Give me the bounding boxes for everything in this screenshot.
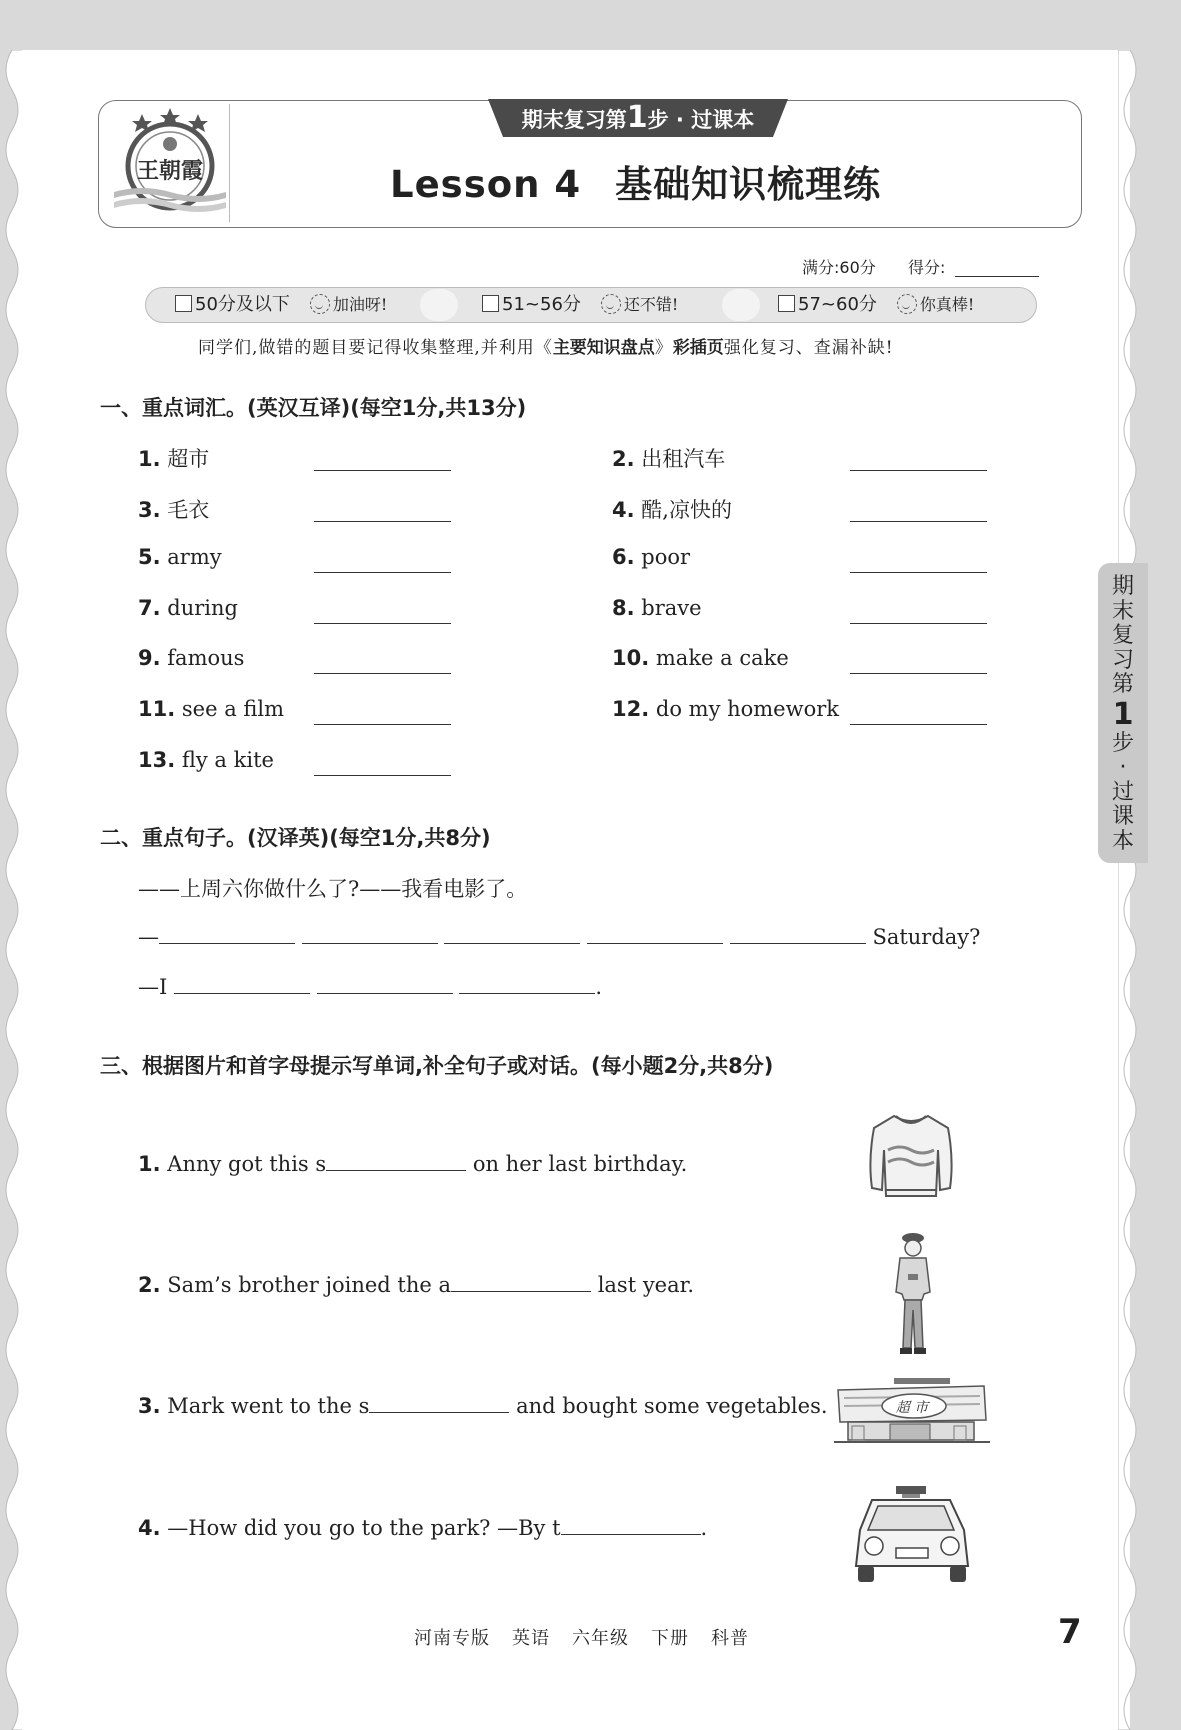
grade-comment: 还不错! [623,295,679,314]
picture-item-4 [138,1516,707,1540]
footer-subject: 英语 [512,1628,550,1649]
title-lesson: Lesson 4 [390,163,582,206]
item-number: 13. [138,748,176,772]
item-text: poor [641,545,691,569]
answer-blank[interactable] [159,925,295,944]
answer-blank[interactable] [317,975,453,994]
answer-blank[interactable] [587,925,723,944]
section-2-prompt: ——上周六你做什么了?——我看电影了。 [138,877,528,901]
vocab-item-3 [138,494,209,524]
answer-blank[interactable] [850,623,987,624]
section-2-line-1 [138,925,980,949]
item-pre: Sam’s brother joined the a [167,1273,451,1297]
item-post: and bought some vegetables. [516,1394,828,1418]
item-number: 4. [612,498,635,522]
header-tab-post: 步 · 过课本 [647,108,755,132]
answer-blank[interactable] [314,775,451,776]
item-text: make a cake [655,646,789,670]
checkbox-icon[interactable] [482,295,499,312]
item-number: 7. [138,596,161,620]
answer-blank[interactable] [850,572,987,573]
dash: — [138,925,159,949]
side-tab-text [1101,575,1145,854]
page-number: 7 [1058,1612,1082,1652]
answer-blank[interactable] [850,521,987,522]
checkbox-icon[interactable] [175,295,192,312]
grade-option-2 [482,287,678,323]
notice-mid: 》 [654,338,673,358]
vocab-item-12 [612,697,839,721]
item-number: 8. [612,596,635,620]
item-text: fly a kite [181,748,274,772]
full-score-label: 满分:60分 [802,258,876,277]
vocab-item-2 [612,443,725,473]
vocab-item-10 [612,646,789,670]
answer-blank[interactable] [326,1152,466,1171]
grade-separator [722,289,760,321]
notice-text [198,333,894,358]
item-text: during [167,596,238,620]
footer-publisher: 科普 [711,1628,749,1649]
vocab-item-5 [138,545,222,569]
item-number: 1. [138,447,161,471]
dash-i: —I [138,975,168,999]
score-input-line[interactable] [955,276,1039,277]
item-number: 2. [138,1273,161,1297]
footer [414,1624,771,1650]
item-number: 10. [612,646,650,670]
title-topic: 基础知识梳理练 [615,163,882,206]
notice-post: 强化复习、查漏补缺! [723,338,894,358]
answer-blank[interactable] [730,925,866,944]
item-number: 12. [612,697,650,721]
grade-separator [420,289,458,321]
header-tab [488,99,788,137]
answer-blank[interactable] [850,673,987,674]
answer-blank[interactable] [314,673,451,674]
item-text: brave [641,596,702,620]
soldier-icon [888,1230,938,1360]
side-tab-post: 步·过课本 [1111,730,1134,854]
picture-item-2 [138,1273,694,1297]
logo-divider [229,104,230,222]
item-number: 4. [138,1516,161,1540]
item-pre: Anny got this s [167,1152,327,1176]
answer-blank[interactable] [174,975,310,994]
answer-blank[interactable] [444,925,580,944]
notice-bold-2: 彩插页 [672,338,724,358]
item-text: 出租汽车 [641,447,726,471]
footer-volume: 下册 [651,1628,689,1649]
got-score-label: 得分: [908,258,946,277]
vocab-item-13 [138,748,274,772]
sweater-icon [866,1110,956,1202]
period: . [595,975,603,999]
item-text: do my homework [655,697,839,721]
item-text: army [167,545,222,569]
item-pre: —How did you go to the park? —By t [167,1516,561,1540]
item-number: 9. [138,646,161,670]
vocab-item-1 [138,443,209,473]
item-text: see a film [181,697,285,721]
item-text: famous [167,646,245,670]
grade-range: 50分及以下 [195,294,290,315]
item-number: 3. [138,498,161,522]
logo [112,104,228,222]
picture-item-1 [138,1152,687,1176]
answer-blank[interactable] [302,925,438,944]
answer-blank[interactable] [314,521,451,522]
item-post: . [700,1516,708,1540]
notice-pre: 同学们,做错的题目要记得收集整理,并利用《 [198,338,553,358]
header-tab-num: 1 [626,100,648,135]
supermarket-sign: 超 市 [895,1400,929,1416]
smiley-face-icon [601,294,621,314]
header-tab-pre: 期末复习第 [521,108,627,132]
section-3-heading: 三、根据图片和首字母提示写单词,补全句子或对话。(每小题2分,共8分) [100,1054,774,1078]
item-number: 2. [612,447,635,471]
answer-blank[interactable] [561,1516,701,1535]
item-pre: Mark went to the s [167,1394,370,1418]
item-post: last year. [597,1273,695,1297]
item-text: 毛衣 [167,498,210,522]
grade-option-3 [778,287,974,323]
answer-blank[interactable] [314,470,451,471]
vocab-item-4 [612,494,732,524]
grade-comment: 加油呀! [332,295,388,314]
vocab-item-8 [612,596,702,620]
wavy-border-right [1118,50,1142,1730]
wavy-border-left [0,50,24,1730]
side-tab-pre: 期末复习第 [1111,574,1134,697]
grade-comment: 你真棒! [919,295,975,314]
answer-blank[interactable] [459,975,595,994]
section-2-heading: 二、重点句子。(汉译英)(每空1分,共8分) [100,826,491,850]
item-number: 5. [138,545,161,569]
taxi-icon [850,1484,974,1588]
section-1-heading: 一、重点词汇。(英汉互译)(每空1分,共13分) [100,396,527,420]
picture-item-3 [138,1394,828,1418]
item-text: 酷,凉快的 [641,498,732,522]
vocab-item-11 [138,697,284,721]
page-title [390,154,990,208]
section-2-line-2 [138,975,602,999]
item-number: 3. [138,1394,161,1418]
vocab-item-7 [138,596,238,620]
answer-blank[interactable] [314,623,451,624]
item-post: on her last birthday. [472,1152,688,1176]
smiley-face-icon [310,294,330,314]
answer-blank[interactable] [850,724,987,725]
footer-grade: 六年级 [572,1628,629,1649]
item-number: 11. [138,697,176,721]
grade-option-1 [175,287,387,323]
item-number: 6. [612,545,635,569]
footer-edition: 河南专版 [414,1628,490,1649]
vocab-item-9 [138,646,244,670]
smiley-face-icon [897,294,917,314]
side-tab-num: 1 [1112,696,1134,732]
logo-text: 王朝霞 [136,158,203,184]
answer-blank[interactable] [369,1394,509,1413]
vocab-item-6 [612,545,690,569]
item-number: 1. [138,1152,161,1176]
answer-blank[interactable] [314,724,451,725]
grade-range: 57~60分 [798,294,877,315]
notice-bold-1: 主要知识盘点 [552,338,655,358]
answer-blank[interactable] [850,470,987,471]
answer-blank[interactable] [451,1273,591,1292]
item-text: 超市 [167,447,210,471]
line-end-text: Saturday? [872,925,981,949]
grade-range: 51~56分 [502,294,581,315]
answer-blank[interactable] [314,572,451,573]
checkbox-icon[interactable] [778,295,795,312]
